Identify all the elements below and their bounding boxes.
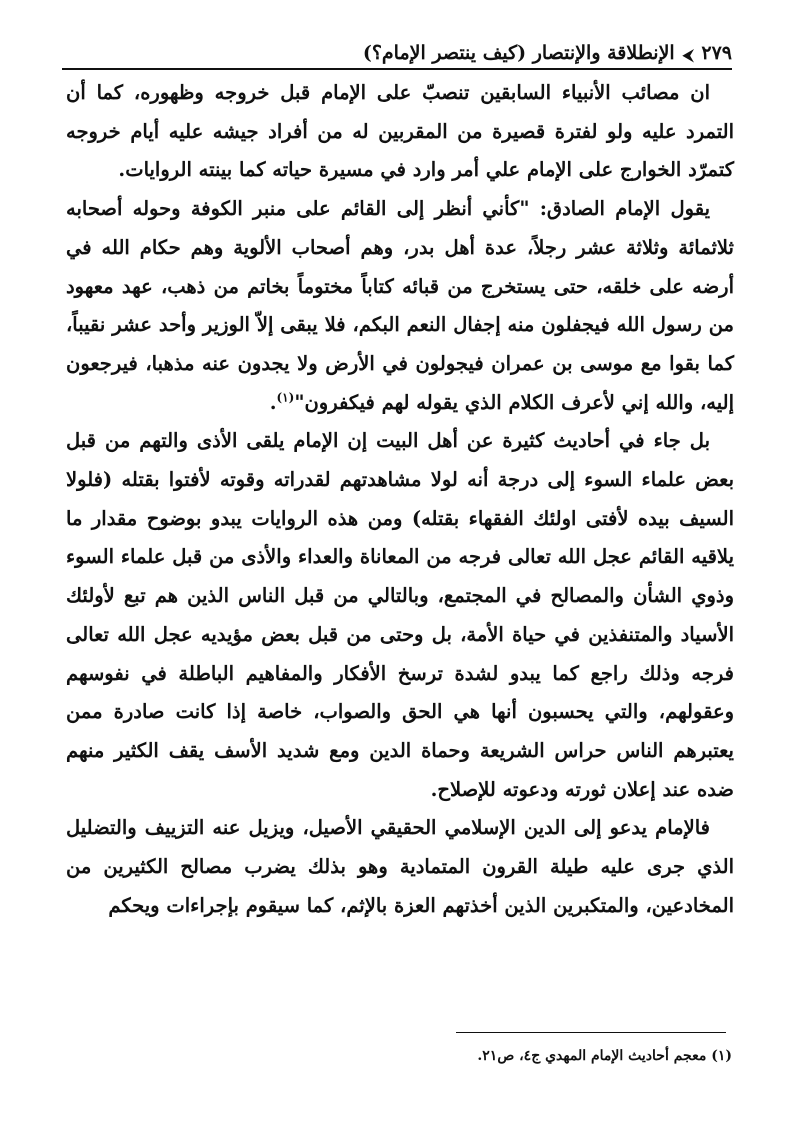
page-header [62, 30, 732, 70]
footnote: (١) معجم أحاديث الإمام المهدي ج٤، ص٢١. [477, 1048, 732, 1064]
paragraph-text: يقول الإمام الصادق: "كأني أنظر إلى القائم على منبر الكوفة وحوله أصحابه ثلاثمائة وثلاثة عشر رجلاً، عدة أهل بدر، وهم أصحاب الألوية وهم حكام الله في أرضه على خلقه، حتى يستخرج من قبائه كتاباً مختوماً بخاتم من ذهب، عهد معهود من رسول الله فيجفلون منه إجفال النعم البكم، فلا يبقى إلاّ الوزير وأحد عشر نقيباً، كما بقوا مع موسى بن عمران فيجولون في الأرض ولا يجدون عنه مذهبا، فيرجعون إليه، والله إني لأعرف الكلام الذي يقوله لهم فيكفرون" [66, 197, 734, 414]
paragraph: فالإمام يدعو إلى الدين الإسلامي الحقيقي الأصيل، ويزيل عنه التزييف والتضليل الذي جرى عليه طيلة القرون المتمادية وهو بذلك يضرب مصالح الكثيرين من المخادعين، والمتكبرين الذين أخذتهم العزة بالإثم، كما سيقوم بإجراءات ويحكم [66, 816, 734, 917]
running-title: الإنطلاقة والإنتصار (كيف ينتصر الإمام؟) [362, 42, 675, 64]
arrow-icon: ⮜ [682, 46, 694, 64]
paragraph: يقول الإمام الصادق: "كأني أنظر إلى القائم على منبر الكوفة وحوله أصحابه ثلاثمائة وثلاثة عشر رجلاً، عدة أهل بدر، وهم أصحاب الألوية وهم حكام الله في أرضه على خلقه، حتى يستخرج من قبائه كتاباً مختوماً بخاتم من ذهب، عهد معهود من رسول الله فيجفلون منه إجفال النعم البكم، فلا يبقى إلاّ الوزير وأحد عشر نقيباً، كما بقوا مع موسى بن عمران فيجولون في الأرض ولا يجدون عنه مذهبا، فيرجعون إليه، والله إني لأعرف الكلام الذي يقوله لهم فيكفرون"$^{(١)}$. [66, 197, 734, 414]
body-text [66, 74, 734, 925]
paragraph: بل جاء في أحاديث كثيرة عن أهل البيت إن الإمام يلقى الأذى والتهم من قبل بعض علماء السوء إلى درجة أنه لولا مشاهدتهم لقدراته وقوته لأفتوا بقتله (فلولا السيف بيده لأفتى اولئك الفقهاء بقتله) ومن هذه الروايات يبدو بوضوح مقدار ما يلاقيه القائم عجل الله تعالى فرجه من المعاناة والعداء والأذى من قبل علماء السوء وذوي الشأن والمصالح في المجتمع، وبالتالي من قبل الناس الذين هم تبع لأولئك الأسياد والمتنفذين في حياة الأمة، بل وحتى من قبل بعض مؤيديه عجل الله تعالى فرجه وذلك راجع كما يبدو لشدة ترسخ الأفكار والمفاهيم الباطلة في نفوسهم وعقولهم، والتي يحسبون أنها هي الحق والصواب، خاصة إذا كانت صادرة ممن يعتبرهم الناس حراس الشريعة وحماة الدين ومع شديد الأسف يقف الكثير منهم ضده عند إعلان ثورته ودعوته للإصلاح. [66, 429, 734, 801]
footnote-divider [456, 1032, 726, 1033]
paragraph: ان مصائب الأنبياء السابقين تنصبّ على الإمام قبل خروجه وظهوره، كما أن التمرد عليه ولو لفترة قصيرة من المقربين له من أفراد جيشه عليه أيام خروجه كتمرّد الخوارج على الإمام علي أمر وارد في مسيرة حياته كما بينته الروايات. [66, 81, 734, 182]
footnote-marker: (١) [276, 390, 295, 405]
page-number: ٢٧٩ [701, 42, 732, 64]
